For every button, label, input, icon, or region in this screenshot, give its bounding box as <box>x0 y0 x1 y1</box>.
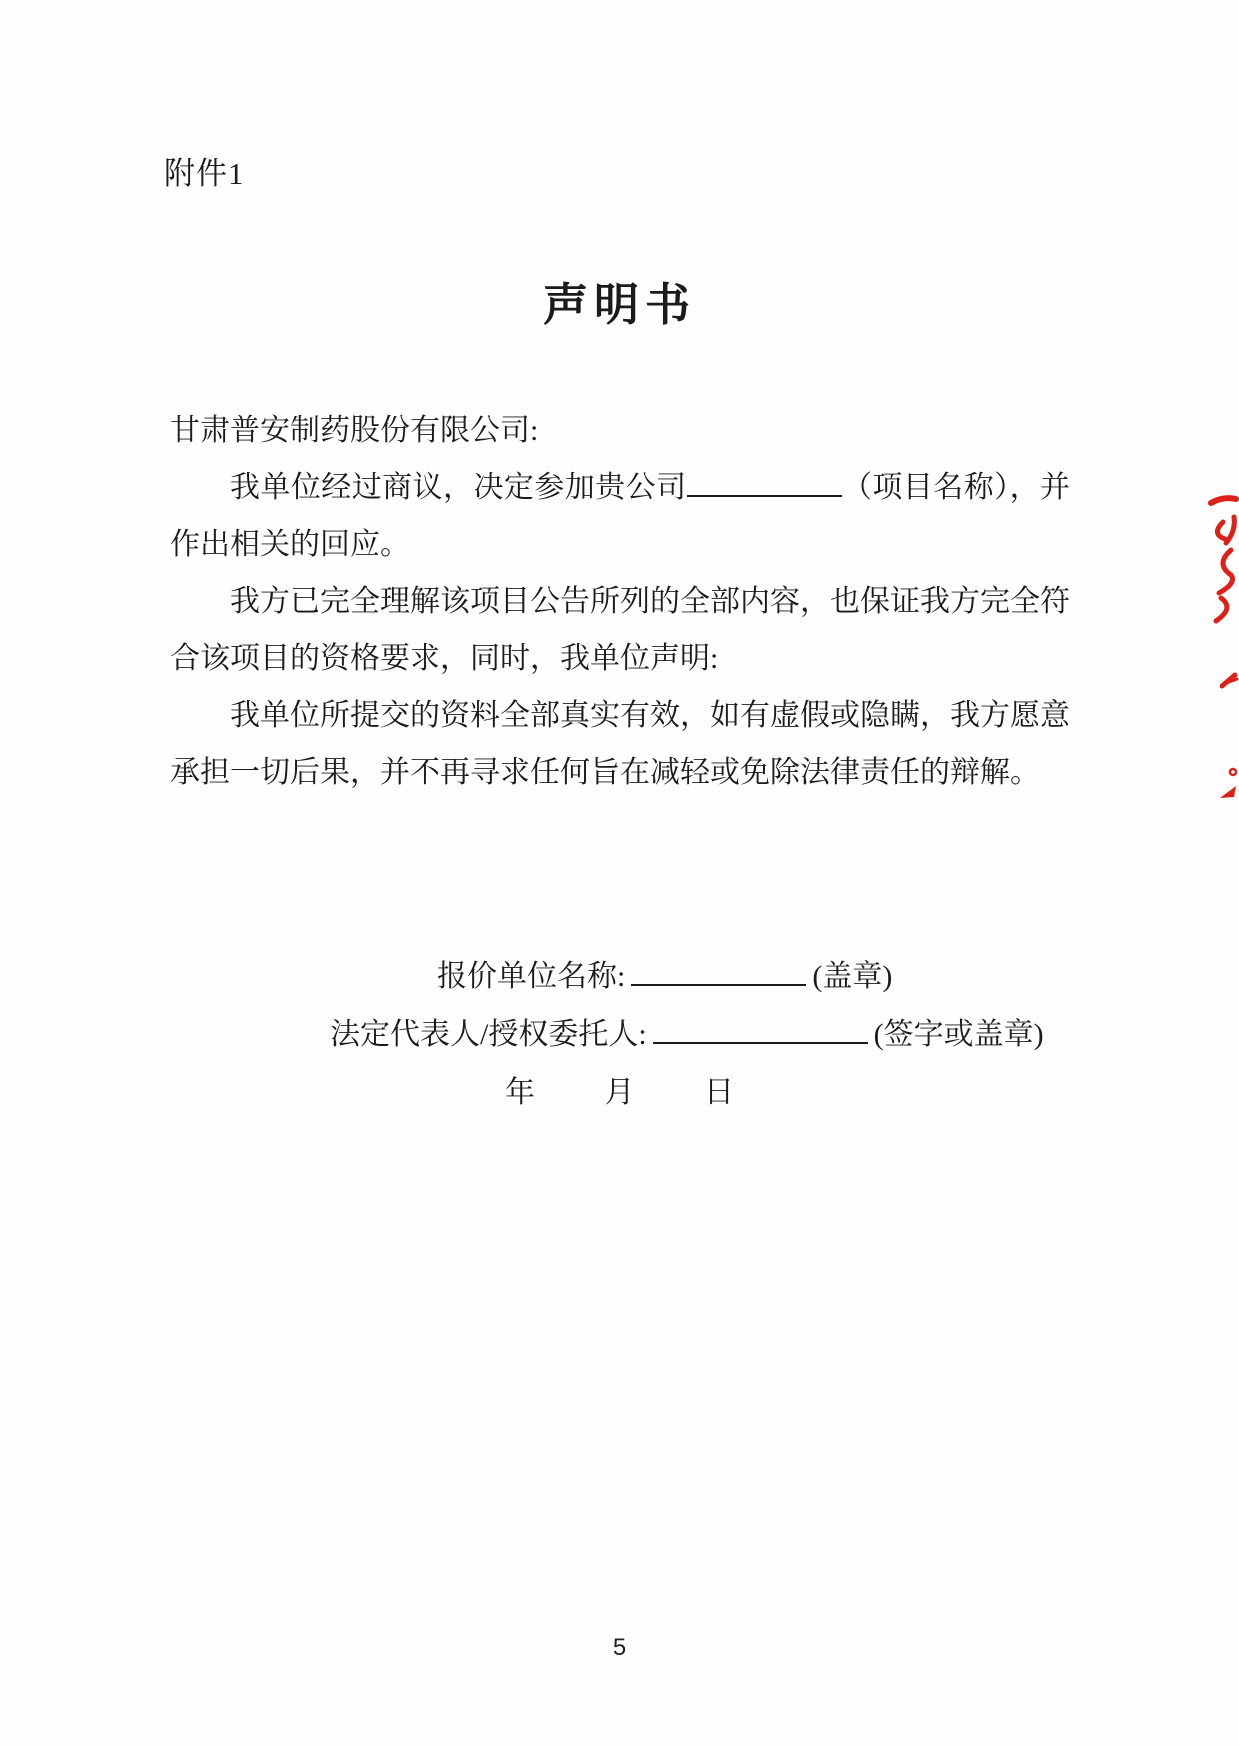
representative-seal-note: (签字或盖章) <box>873 1018 1044 1051</box>
paragraph-understanding: 我方已完全理解该项目公告所列的全部内容，也保证我方完全符合该项目的资格要求，同时，我单位声明: <box>170 585 1070 675</box>
date-year-label: 年 <box>505 1076 535 1109</box>
paragraph-participation-after: （项目名称），并作出相关的回应。 <box>170 471 1071 561</box>
document-title: 声明书 <box>542 280 696 330</box>
red-stamp-fragment-middle-icon <box>1220 668 1239 692</box>
date-month-label: 月 <box>604 1076 635 1109</box>
signature-company-line <box>0 948 1239 1006</box>
salutation: 甘肃普安制药股份有限公司: <box>170 414 539 447</box>
red-stamp-fragment-top-icon <box>1207 492 1239 628</box>
representative-label: 法定代表人/授权委托人: <box>330 1018 647 1051</box>
paragraph-participation-before: 我单位经过商议，决定参加贵公司 <box>230 471 687 504</box>
red-stamp-fragment-bottom-icon <box>1218 766 1239 802</box>
representative-signature-blank <box>653 1012 868 1044</box>
letter-body <box>170 402 1070 801</box>
attachment-label: 附件1 <box>164 156 245 191</box>
company-name-blank <box>631 954 806 986</box>
signature-representative-line <box>0 1006 1239 1064</box>
paragraph-truthfulness: 我单位所提交的资料全部真实有效，如有虚假或隐瞒，我方愿意承担一切后果，并不再寻求任何旨在减轻或免除法律责任的辩解。 <box>170 699 1070 789</box>
company-seal-note: (盖章) <box>812 960 893 993</box>
date-line <box>0 1064 1239 1122</box>
project-name-blank <box>687 465 842 497</box>
paragraph-participation <box>170 459 1070 573</box>
signature-block <box>0 948 1239 1122</box>
company-name-label: 报价单位名称: <box>437 960 626 993</box>
page-number: 5 <box>612 1634 627 1661</box>
date-day-label: 日 <box>704 1076 734 1109</box>
